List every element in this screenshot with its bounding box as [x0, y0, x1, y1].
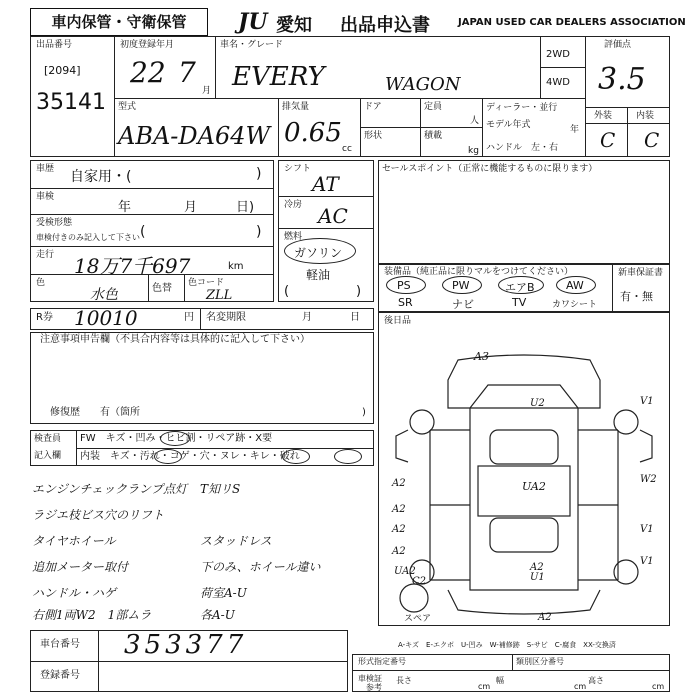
ref-sub: 参考	[366, 683, 382, 692]
r-ticket-value: 10010	[74, 306, 138, 330]
load-unit: kg	[468, 146, 479, 156]
equip-aw: AW	[566, 279, 584, 292]
equipment-label: 装備品（純正品に限りマルをつけてください）	[384, 267, 574, 277]
diagram-label: A2	[392, 478, 406, 489]
color-code-value: ZLL	[206, 288, 233, 303]
remark-left: 右側1両W2 1部ムラ	[32, 608, 152, 622]
history-label: 車歴	[36, 164, 55, 174]
diagram-label: V1	[640, 396, 654, 407]
remark-left: 追加メーター取付	[32, 560, 129, 574]
color-label: 色	[36, 278, 46, 288]
equip-tv: TV	[512, 296, 527, 309]
fuel-close: )	[356, 284, 362, 299]
height-unit: cm	[652, 682, 665, 691]
repair-label: 修復歴 有（箇所	[50, 407, 140, 418]
logo-text: 愛知	[276, 15, 312, 36]
inspector-label-2: 記入欄	[34, 451, 62, 461]
diagram-label: A2	[538, 612, 552, 623]
inspector-fw-line: FW キズ・凹み・ヒビ割・リペア跡・X要	[80, 433, 273, 444]
name-change-label: 名変期限	[206, 312, 246, 323]
exterior-grade: C	[600, 128, 616, 152]
notes-header: 注意事項申告欄（不具合内容等は具体的に記入して下さい）	[40, 334, 310, 345]
ref-label: 車検証	[358, 674, 382, 683]
history-value: 自家用・(	[70, 169, 132, 185]
model-year-unit: 年	[570, 125, 580, 135]
drive-4wd: 4WD	[546, 77, 570, 88]
history-block	[30, 160, 274, 302]
reception-note: 車検付きのみ記入して下さい	[36, 233, 140, 242]
name-change-month: 月	[302, 312, 312, 323]
aircon-label: 冷房	[284, 200, 303, 210]
load-label: 積載	[424, 131, 443, 141]
fuel-paren: (	[284, 284, 290, 299]
remark-left: ハンドル・ハゲ	[32, 586, 117, 600]
drive-2wd: 2WD	[546, 49, 570, 60]
repair-close: )	[362, 407, 366, 418]
first-reg-unit: 月	[202, 86, 212, 96]
first-reg-year: 22	[130, 56, 166, 89]
category-label: 類別区分番号	[516, 657, 564, 666]
inspection-month: 月	[184, 200, 198, 215]
diagram-label: A2	[392, 504, 406, 515]
color-change-label: 色替	[152, 283, 172, 294]
r-ticket-unit: 円	[184, 312, 194, 323]
inspection-day: 日)	[236, 200, 255, 215]
length-unit: cm	[478, 682, 491, 691]
r-ticket-label: R券	[36, 312, 53, 323]
sales-point-block	[378, 160, 670, 264]
first-reg-label: 初度登録年月	[120, 40, 175, 50]
name-change-day: 日	[350, 312, 360, 323]
lot-label: 出品番号	[36, 40, 73, 50]
inspector-label-1: 検査員	[34, 434, 62, 444]
shift-value: AT	[312, 172, 339, 196]
storage-title: 車内保管・守衛保管	[30, 8, 208, 36]
remark-left: タイヤホイール	[32, 534, 116, 548]
warranty-label: 新車保証書	[618, 268, 664, 278]
reg-label: 登録番号	[40, 670, 80, 681]
model-value: ABA-DA64W	[118, 122, 271, 150]
mileage-unit: km	[228, 261, 244, 272]
door-label: ドア	[364, 102, 382, 112]
form-name: 出品申込書	[340, 15, 430, 36]
rating-label: 評価点	[604, 40, 632, 50]
color-value: 水色	[90, 287, 118, 303]
diagram-label: A2	[392, 524, 406, 535]
diagram-label: U2	[530, 398, 545, 409]
diagram-label: V1	[640, 556, 654, 567]
inspection-label: 車検	[36, 192, 55, 202]
interior-grade: C	[644, 128, 660, 152]
equip-airbag: エアB	[505, 281, 535, 294]
dealer-label: ディーラー・並行	[486, 103, 558, 113]
handle-label: ハンドル 左・右	[486, 143, 559, 153]
car-grade: WAGON	[385, 74, 461, 95]
remark-right: 各A-U	[200, 608, 235, 622]
fuel-gasoline: ガソリン	[294, 246, 343, 260]
sales-point-label: セールスポイント（正常に機能するものに限ります）	[382, 164, 598, 174]
diagram-label: A2	[530, 562, 544, 573]
car-name: EVERY	[232, 62, 325, 92]
reception-label: 受検形態	[36, 218, 73, 228]
spare-label: スペア	[404, 614, 432, 624]
chassis-label: 車台番号	[40, 639, 80, 650]
warranty-value: 有・無	[620, 290, 653, 303]
remark-right: スタッドレス	[200, 534, 272, 548]
diagram-label: C2	[412, 576, 427, 587]
shift-label: シフト	[284, 164, 312, 174]
diagram-label: V1	[640, 524, 654, 535]
interior-label: 内装	[636, 111, 655, 121]
aircon-value: AC	[318, 204, 348, 228]
capacity-label: 定員	[424, 102, 443, 112]
width-label: 幅	[496, 676, 504, 685]
equip-pw: PW	[452, 279, 470, 292]
model-label: 型式	[118, 102, 137, 112]
diagram-label: W2	[640, 474, 657, 485]
remark-right: T知リS	[200, 482, 241, 496]
equip-navi: ナビ	[452, 298, 474, 311]
equip-ps: PS	[397, 279, 411, 292]
displacement-label: 排気量	[282, 102, 310, 112]
remark-right: 下のみ、ホイール違い	[200, 560, 321, 574]
displacement-value: 0.65	[284, 118, 342, 148]
equip-seat: カワシート	[552, 300, 598, 310]
first-reg-month: 7	[178, 56, 196, 89]
mark-circle-wet	[282, 449, 310, 464]
ju-logo: JU	[238, 9, 268, 35]
remark-left: エンジンチェックランプ点灯	[32, 482, 188, 496]
model-year-label: モデル年式	[486, 120, 531, 130]
fuel-diesel: 軽油	[306, 268, 331, 282]
association-name: JAPAN USED CAR DEALERS ASSOCIATION	[458, 17, 686, 28]
diagram-label: UA2	[522, 480, 546, 493]
equip-sr: SR	[398, 296, 413, 309]
fuel-label: 燃料	[284, 232, 303, 242]
remark-right: 荷室A-U	[200, 586, 247, 600]
rear-label: 後日品	[384, 316, 412, 326]
capacity-unit: 人	[470, 116, 480, 126]
lot-sub: [2094]	[44, 64, 81, 77]
mileage-value: 18万7千697	[74, 254, 191, 278]
displacement-unit: cc	[342, 144, 352, 154]
length-label: 長さ	[396, 676, 412, 685]
width-unit: cm	[574, 682, 587, 691]
chassis-value: 353377	[124, 630, 248, 660]
inspector-interior-line: 内装 キズ・汚れ・コゲ・穴・ヌレ・キレ・破れ	[80, 451, 300, 462]
history-close: )	[256, 166, 262, 182]
reception-paren: (	[140, 224, 146, 240]
height-label: 高さ	[588, 676, 604, 685]
damage-legend: A-キズ E-エクボ U-凹み W-補修跡 S-サビ C-腐食 XX-交換済	[398, 641, 616, 649]
mark-circle-dent	[160, 431, 190, 446]
remark-left: ラジエ枝ビス穴のリフト	[32, 508, 165, 522]
name-grade-label: 車名・グレード	[220, 40, 284, 50]
shape-label: 形状	[364, 131, 383, 141]
diagram-label: U1	[530, 572, 545, 583]
mark-circle-tear	[334, 449, 362, 464]
mileage-label: 走行	[36, 250, 55, 260]
mark-circle-dirt	[154, 449, 182, 464]
lot-number: 35141	[36, 90, 106, 115]
rating-value: 3.5	[598, 62, 646, 97]
form-cert-label: 形式指定番号	[358, 657, 406, 666]
inspection-year: 年	[118, 200, 132, 215]
color-code-label: 色コード	[188, 278, 225, 288]
exterior-label: 外装	[594, 111, 613, 121]
diagram-label: UA2	[394, 566, 416, 577]
diagram-label: A2	[392, 546, 406, 557]
diagram-label: A3	[474, 350, 489, 363]
reception-close: )	[256, 224, 262, 240]
